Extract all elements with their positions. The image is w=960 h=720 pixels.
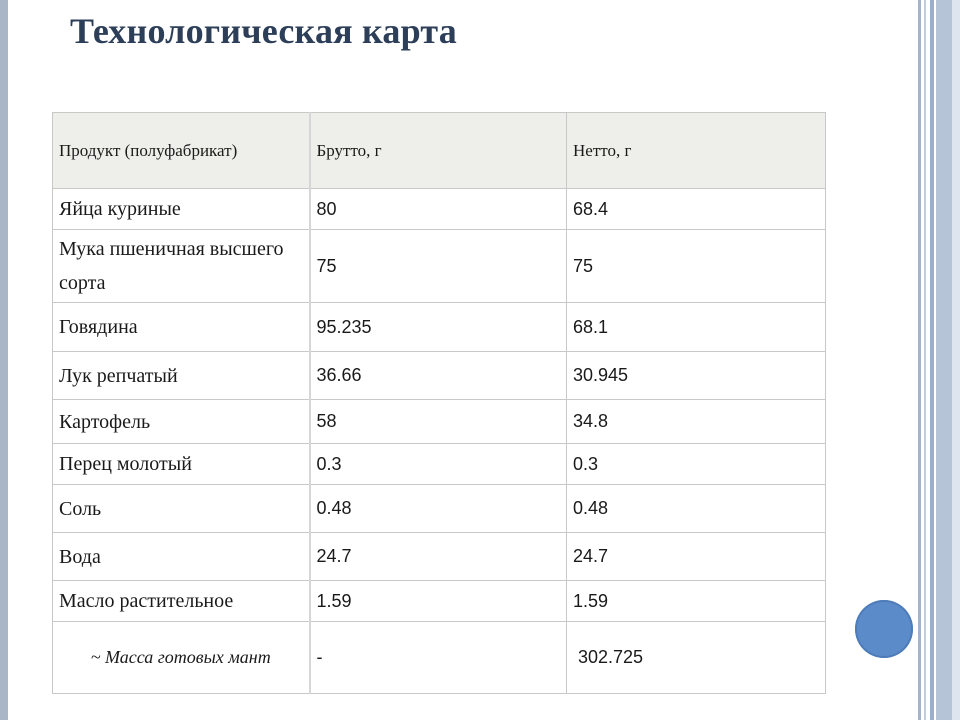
netto-cell: 0.3	[567, 444, 826, 485]
brutto-cell: 1.59	[310, 581, 567, 622]
product-cell: Соль	[53, 485, 310, 533]
brutto-cell: 36.66	[310, 352, 567, 400]
table-row	[53, 444, 826, 485]
table-row	[53, 533, 826, 581]
header-brutto: Брутто, г	[310, 113, 567, 189]
netto-cell: 0.48	[567, 485, 826, 533]
tech-card-table	[52, 112, 826, 694]
product-cell: Лук репчатый	[53, 352, 310, 400]
product-cell: Перец молотый	[53, 444, 310, 485]
brutto-cell: 58	[310, 400, 567, 444]
brutto-cell: 0.3	[310, 444, 567, 485]
table-row	[53, 581, 826, 622]
netto-cell: 68.1	[567, 303, 826, 352]
netto-cell: 30.945	[567, 352, 826, 400]
right-decor-stripe	[952, 0, 960, 720]
header-netto: Нетто, г	[567, 113, 826, 189]
decorative-circle	[855, 600, 913, 658]
table-row	[53, 189, 826, 230]
brutto-cell: 0.48	[310, 485, 567, 533]
brutto-cell: 95.235	[310, 303, 567, 352]
product-cell: Вода	[53, 533, 310, 581]
table-row	[53, 230, 826, 303]
product-cell: Мука пшеничная высшего сорта	[53, 230, 310, 303]
table-row	[53, 303, 826, 352]
total-row	[53, 622, 826, 694]
netto-cell: 1.59	[567, 581, 826, 622]
total-netto: 302.725	[567, 622, 826, 694]
product-cell: Говядина	[53, 303, 310, 352]
table-row	[53, 352, 826, 400]
brutto-cell: 75	[310, 230, 567, 303]
left-border-stripe	[0, 0, 8, 720]
right-decor-stripe	[924, 0, 926, 720]
table-row	[53, 485, 826, 533]
total-label: ~ Масса готовых мант	[53, 622, 310, 694]
netto-cell: 24.7	[567, 533, 826, 581]
right-decor-stripe	[930, 0, 934, 720]
header-product: Продукт (полуфабрикат)	[53, 113, 310, 189]
brutto-cell: 80	[310, 189, 567, 230]
product-cell: Масло растительное	[53, 581, 310, 622]
table-header-row	[53, 113, 826, 189]
right-decor-stripe	[918, 0, 921, 720]
right-decor-stripe	[936, 0, 952, 720]
table-row	[53, 400, 826, 444]
total-brutto: -	[310, 622, 567, 694]
product-cell: Картофель	[53, 400, 310, 444]
netto-cell: 75	[567, 230, 826, 303]
netto-cell: 34.8	[567, 400, 826, 444]
product-cell: Яйца куриные	[53, 189, 310, 230]
netto-cell: 68.4	[567, 189, 826, 230]
brutto-cell: 24.7	[310, 533, 567, 581]
slide-title: Технологическая карта	[70, 11, 457, 51]
